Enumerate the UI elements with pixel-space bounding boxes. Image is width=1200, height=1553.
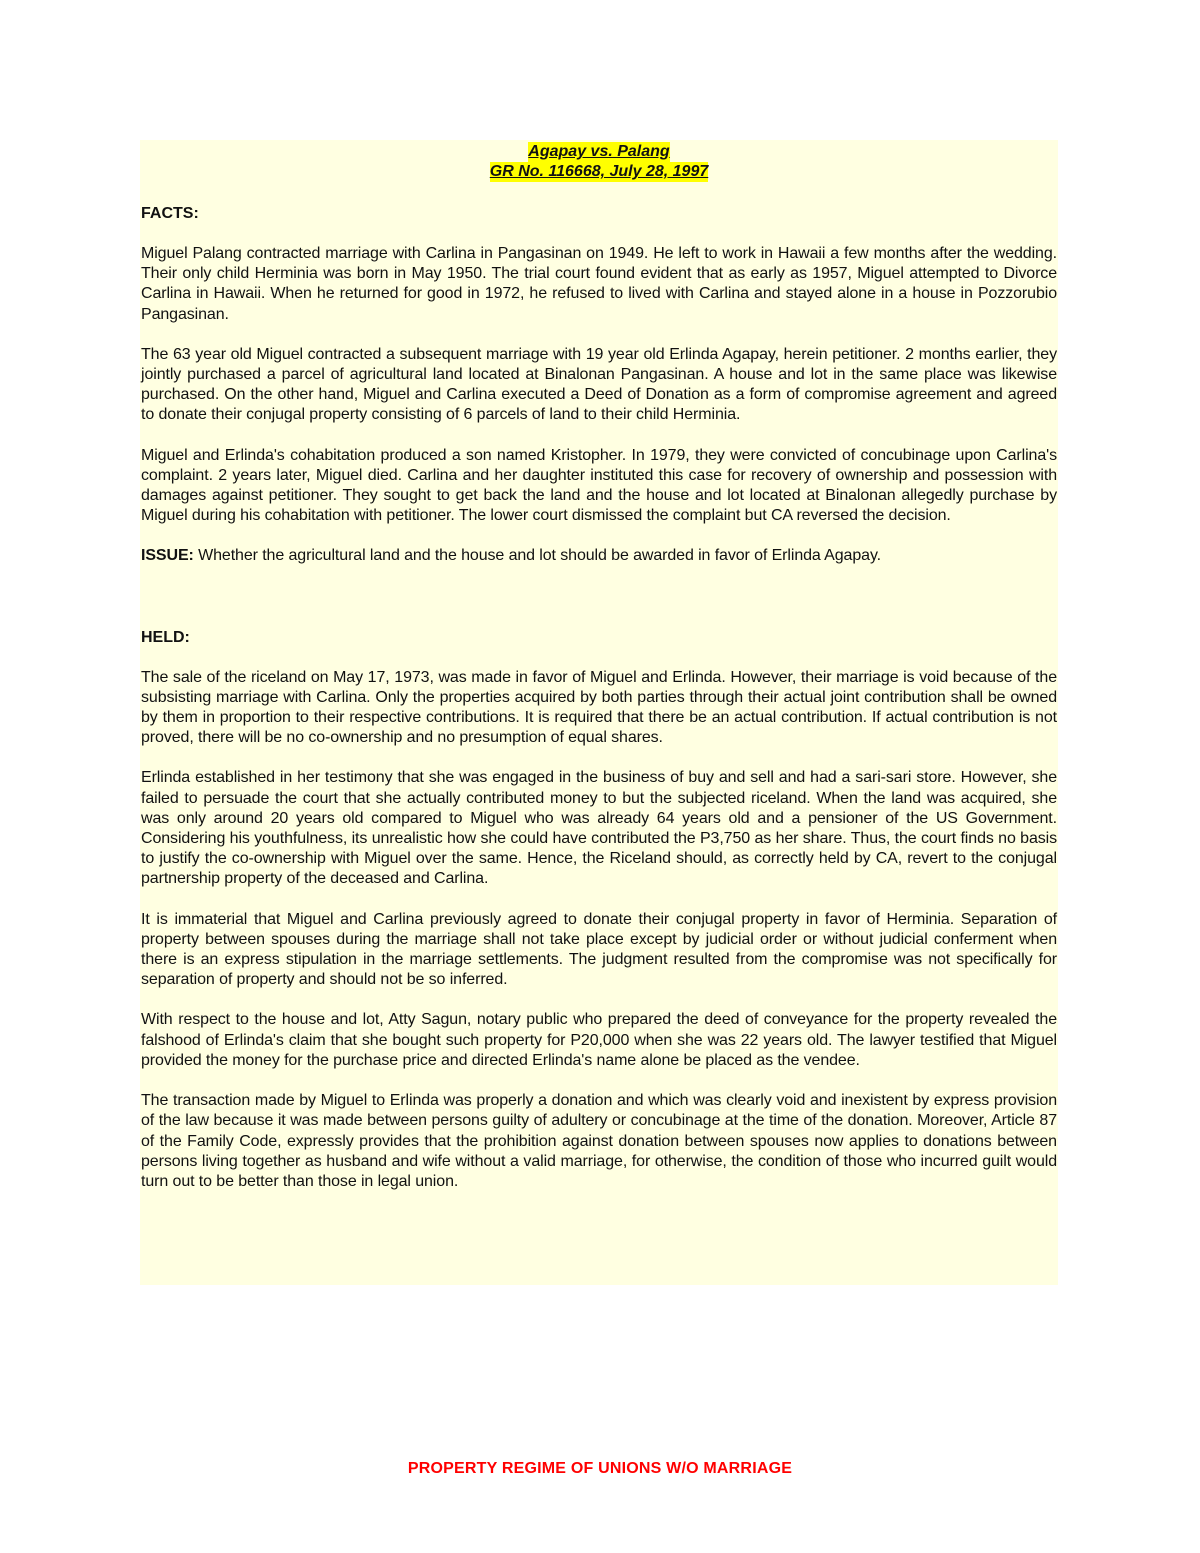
case-title-block (141, 140, 1057, 182)
issue-paragraph (141, 546, 1057, 566)
case-title: Agapay vs. Palang (528, 143, 670, 160)
facts-paragraph: Miguel Palang contracted marriage with Carlina in Pangasinan on 1949. He left to work in Hawaii a few months after the wedding. Their only child Herminia was born in May 1950. The trial court found evident that as early as 1957, Miguel attempted to Divorce Carlina in Hawaii. When he returned for good in 1972, he refused to lived with Carlina and stayed alone in a house in Pozzorubio Pangasinan. (141, 245, 1057, 323)
held-paragraph: The sale of the riceland on May 17, 1973, was made in favor of Miguel and Erlinda. However, their marriage is void because of the subsisting marriage with Carlina. Only the properties acquired by both parties through their actual joint contribution shall be owned by them in proportion to their respective contributions. It is required that there be an actual contribution. If actual contribution is not proved, there will be no co-ownership and no presumption of equal shares. (141, 668, 1057, 747)
page-footer: PROPERTY REGIME OF UNIONS W/O MARRIAGE (407, 1460, 793, 1477)
held-paragraph: Erlinda established in her testimony that she was engaged in the business of buy and sell and had a sari-sari store. However, she failed to persuade the court that she actually contributed money to but the subjected riceland. When the land was acquired, she was only around 20 years old compared to Miguel who was already 64 years old and a pensioner of the US Government. Considering his youthfulness, its unrealistic how she could have contributed the P3,750 as her share. Thus, the court finds no basis to justify the co-ownership with Miguel over the same. Hence, the Riceland should, as correctly held by CA, revert to the conjugal partnership property of the deceased and Carlina. (141, 769, 1057, 888)
facts-heading: FACTS: (141, 205, 199, 222)
case-digest-body (140, 140, 1058, 1285)
held-paragraph: It is immaterial that Miguel and Carlina previously agreed to donate their conjugal property in favor of Herminia. Separation of property between spouses during the marriage shall not take place except by judicial order or without judicial conferment when there is an express stipulation in the marriage settlements. The judgment resulted from the compromise was not specifically for separation of property and should not be so inferred. (141, 910, 1057, 989)
issue-label: ISSUE: (141, 547, 194, 565)
held-heading: HELD: (141, 628, 190, 646)
held-paragraph: The transaction made by Miguel to Erlinda was properly a donation and which was clearly void and inexistent by express provision of the law because it was made between persons guilty of adultery or concubinage at the time of the donation. Moreover, Article 87 of the Family Code, expressly provides that the prohibition against donation between spouses now applies to donations between persons living together as husband and wife without a valid marriage, for otherwise, the condition of those who incurred guilt would turn out to be better than those in legal union. (141, 1092, 1057, 1190)
case-citation: GR No. 116668, July 28, 1997 (489, 163, 709, 180)
facts-paragraph: The 63 year old Miguel contracted a subsequent marriage with 19 year old Erlinda Agapay, herein petitioner. 2 months earlier, they jointly purchased a parcel of agricultural land located at Binalonan Pangasinan. A house and lot in the same place was likewise purchased. On the other hand, Miguel and Carlina executed a Deed of Donation as a form of compromise agreement and agreed to donate their conjugal property consisting of 6 parcels of land to their child Herminia. (141, 345, 1057, 424)
facts-paragraph: Miguel and Erlinda's cohabitation produced a son named Kristopher. In 1979, they were convicted of concubinage upon Carlina's complaint. 2 years later, Miguel died. Carlina and her daughter instituted this case for recovery of ownership and possession with damages against petitioner. They sought to get back the land and the house and lot located at Binalonan allegedly purchase by Miguel during his cohabitation with petitioner. The lower court dismissed the complaint but CA reversed the decision. (141, 446, 1057, 525)
issue-text: Whether the agricultural land and the house and lot should be awarded in favor of Erlinda Agapay. (193, 547, 881, 565)
held-paragraph: With respect to the house and lot, Atty Sagun, notary public who prepared the deed of conveyance for the property revealed the falshood of Erlinda's claim that she bought such property for P20,000 when she was 22 years old. The lawyer testified that Miguel provided the money for the purchase price and directed Erlinda's name alone be placed as the vendee. (141, 1011, 1057, 1069)
